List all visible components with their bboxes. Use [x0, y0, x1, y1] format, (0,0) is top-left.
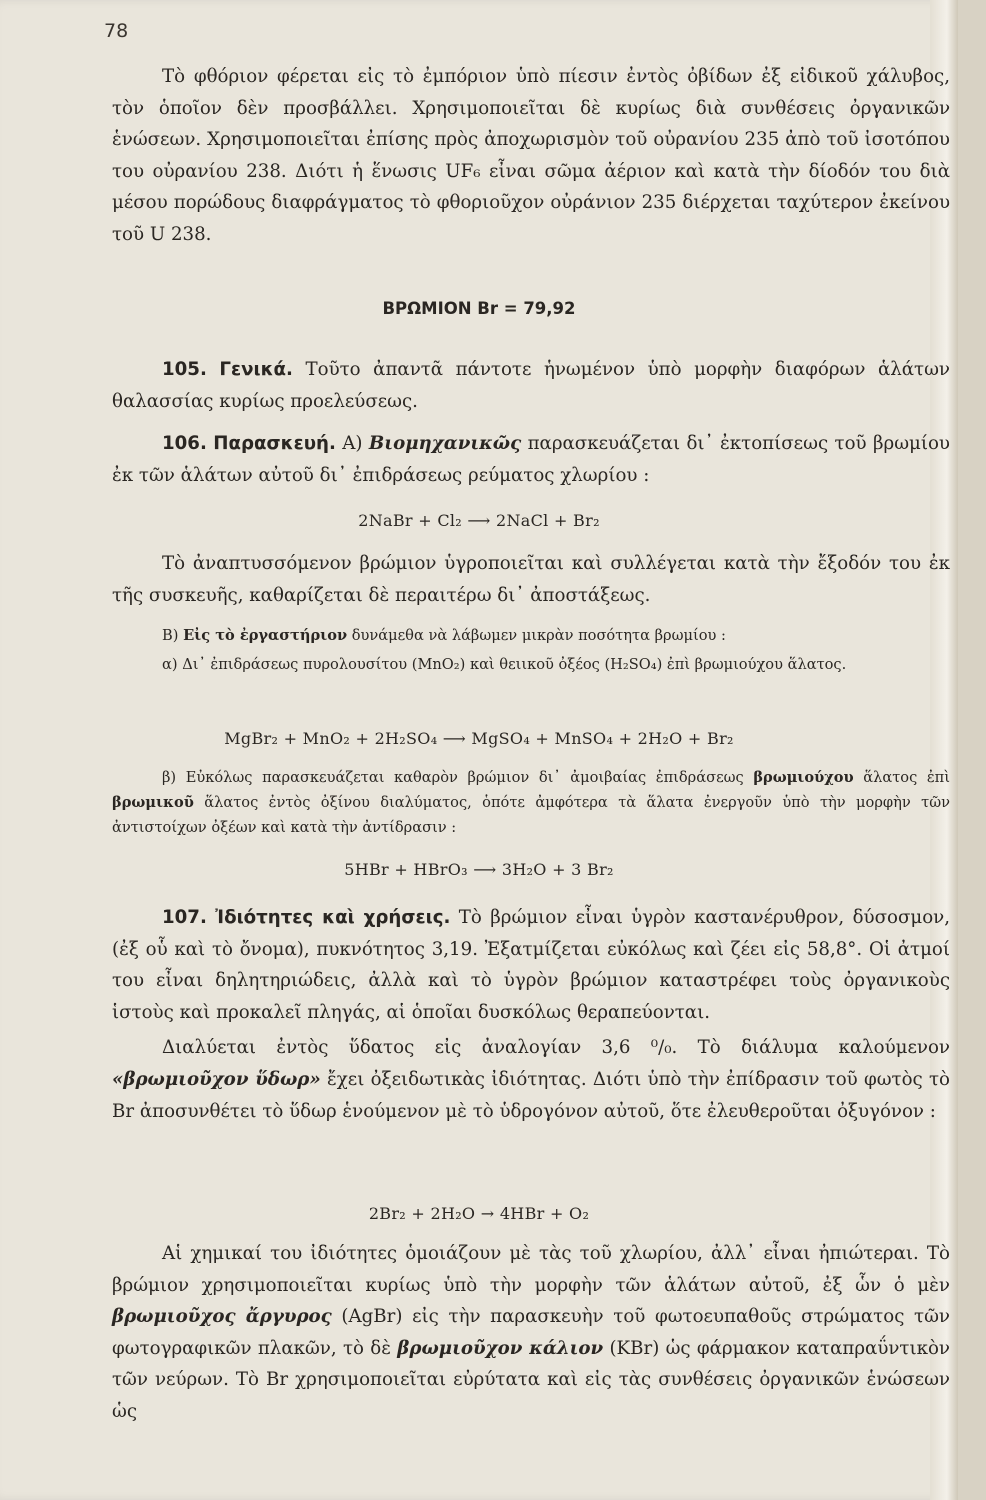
section-107-text-3b: (AgBr) εἰς τὴν παρασκευὴν τοῦ φωτοευπαθοῦς στρώματος τῶν φωτογραφικῶν πλακῶν, τὸ δὲ [112, 1306, 950, 1359]
section-106 [112, 428, 950, 491]
part-a-text-2: Τὸ ἀναπτυσσόμενον βρώμιον ὑγροποιεῖται καὶ συλλέγεται κατὰ τὴν ἔξοδόν του ἐκ τῆς συσκευῆς, καθαρίζεται δὲ περαιτέρω δι᾿ ἀποστάξεως. [112, 553, 950, 606]
item-b-text-3: ἅλατος ἐντὸς ὀξίνου διαλύματος, ὁπότε ἀμφότερα τὰ ἅλατα ἐνεργοῦν ὑπὸ τὴν μορφὴν τῶν ἀντιστοίχων ὀξέων καὶ κατὰ τὴν ἀντίδρασιν : [112, 794, 950, 836]
part-b-text: δυνάμεθα νὰ λάβωμεν μικρὰν ποσότητα βρωμίου : [351, 627, 726, 644]
section-107-title: Ἰδιότητες καὶ χρήσεις. [215, 907, 451, 928]
section-107-text-3a: Αἱ χημικαί του ἰδιότητες ὁμοιάζουν μὲ τὰς τοῦ χλωρίου, ἀλλ᾿ εἶναι ἠπιώτεραι. Τὸ βρώμιον χρησιμοποιεῖται κυρίως ὑπὸ τὴν μορφὴν τῶν ἁλάτων αὐτοῦ, ἐξ ὧν ὁ μὲν [112, 1243, 950, 1296]
section-107-part-3 [112, 1238, 950, 1428]
potassium-bromide-term: βρωμιοῦχον κάλιον [397, 1337, 604, 1359]
part-b-emphasis: Εἰς τὸ ἐργαστήριον [183, 627, 348, 644]
section-107-text-2b: ἔχει ὀξειδωτικὰς ἰδιότητας. Διότι ὑπὸ τὴν ἐπίδρασιν τοῦ φωτὸς τὸ Br ἀποσυνθέτει τὸ ὕδωρ ἑνούμενον μὲ τὸ ὑδρογόνον αὐτοῦ, ὅτε ἐλευθεροῦται ὀξυγόνον : [112, 1068, 950, 1122]
section-106-title: Παρασκευή. [213, 433, 336, 454]
section-107 [112, 902, 950, 1127]
item-b [112, 765, 950, 840]
intro-paragraph: Τὸ φθόριον φέρεται εἰς τὸ ἐμπόριον ὑπὸ πίεσιν ἐντὸς ὀβίδων ἐξ εἰδικοῦ χάλυβος, τὸν ὁποῖον δὲν προσβάλλει. Χρησιμοποιεῖται δὲ κυρίως διὰ συνθέσεις ὀργανικῶν ἑνώσεων. Χρησιμοποιεῖται ἐπίσης πρὸς ἀποχωρισμὸν τοῦ οὐρανίου 235 ἀπὸ τοῦ ἰσοτόπου του οὐρανίου 238. Διότι ἡ ἕνωσις UF₆ εἶναι σῶμα ἀέριον καὶ κατὰ τὴν δίοδόν του διὰ μέσου πορώδους διαφράγματος τὸ φθοριοῦχον οὐράνιον 235 διέρχεται ταχύτερον ἐκείνου τοῦ U 238. [112, 66, 950, 245]
equation-4: 2Br₂ + 2H₂O → 4HBr + O₂ [368, 1204, 590, 1223]
item-b-emphasis-1: βρωμιούχου [753, 769, 854, 786]
section-105 [112, 354, 950, 417]
item-a: α) Δι᾿ ἐπιδράσεως πυρολουσίτου (MnO₂) καὶ θειικοῦ ὀξέος (H₂SO₄) ἐπὶ βρωμιούχου ἅλατος. [162, 656, 847, 673]
part-a-text: παρασκευάζεται δι᾿ ἐκτοπίσεως τοῦ βρωμίου ἐκ τῶν ἁλάτων αὐτοῦ δι᾿ ἐπιδράσεως ρεύματος χλωρίου : [112, 433, 950, 486]
section-106-item-b [112, 765, 950, 840]
section-107-text-2a: Διαλύεται ἐντὸς ὕδατος εἰς ἀναλογίαν 3,6 ⁰/₀. Τὸ διάλυμα καλούμενον [162, 1037, 950, 1059]
section-105-title: Γενικά. [219, 359, 293, 380]
item-b-text-1: β) Εὐκόλως παρασκευάζεται καθαρὸν βρώμιον δι᾿ ἀμοιβαίας ἐπιδράσεως [162, 769, 744, 786]
part-b-label: Β) [162, 627, 179, 644]
equation-1: 2NaBr + Cl₂ ⟶ 2NaCl + Br₂ [358, 511, 600, 530]
section-107-number: 107. [162, 907, 207, 928]
section-107-paragraph-1 [112, 902, 950, 1028]
section-107-paragraph-3 [112, 1238, 950, 1428]
section-106-part-a [112, 428, 950, 491]
section-107-text-3c: (KBr) ὡς φάρμακον καταπραΰντικὸν τῶν νεύρων. Τὸ Br χρησιμοποιεῖται εὐρύτατα καὶ εἰς τὰς συνθέσεις ὀργανικῶν ἑνώσεων ὡς [112, 1337, 950, 1422]
intro-section [112, 61, 950, 251]
section-105-text: Τοῦτο ἀπαντᾶ πάντοτε ἡνωμένον ὑπὸ μορφὴν διαφόρων ἁλάτων θαλασσίας κυρίως προελεύσεως. [112, 359, 950, 412]
section-106-part-b [112, 623, 950, 677]
part-b-paragraph [112, 623, 950, 648]
part-a-emphasis: Βιομηχανικῶς [368, 433, 522, 454]
bromine-water-term: «βρωμιοῦχον ὕδωρ» [112, 1068, 321, 1090]
section-105-number: 105. [162, 359, 207, 380]
item-b-emphasis-2: βρωμικοῦ [112, 794, 194, 811]
equation-3: 5HBr + HBrO₃ ⟶ 3H₂O + 3 Br₂ [344, 860, 614, 879]
part-a-label: Α) [342, 433, 363, 454]
section-heading: ΒΡΩΜΙΟΝ Br = 79,92 [382, 299, 576, 318]
section-107-paragraph-2 [112, 1032, 950, 1127]
page-number: 78 [104, 20, 129, 42]
equation-2: MgBr₂ + MnO₂ + 2H₂SO₄ ⟶ MgSO₄ + MnSO₄ + 2H₂O + Br₂ [224, 729, 734, 748]
silver-bromide-term: βρωμιοῦχος ἄργυρος [112, 1306, 332, 1328]
section-106-number: 106. [162, 433, 207, 454]
item-b-text-2: ἅλατος ἐπὶ [863, 769, 950, 786]
section-105-paragraph [112, 354, 950, 417]
section-106-a2 [112, 548, 950, 611]
section-107-text-1: Τὸ βρώμιον εἶναι ὑγρὸν καστανέρυθρον, δύσοσμον, (ἐξ οὗ καὶ τὸ ὄνομα), πυκνότητος 3,19. Ἐξατμίζεται εὐκόλως καὶ ζέει εἰς 58,8°. Οἱ ἀτμοί του εἶναι δηλητηριώδεις, ἀλλὰ καὶ τὸ ὑγρὸν βρώμιον καταστρέφει τοὺς ὀργανικοὺς ἱστοὺς καὶ προκαλεῖ πληγάς, αἱ ὁποῖαι δυσκόλως θεραπεύονται. [112, 907, 950, 1023]
